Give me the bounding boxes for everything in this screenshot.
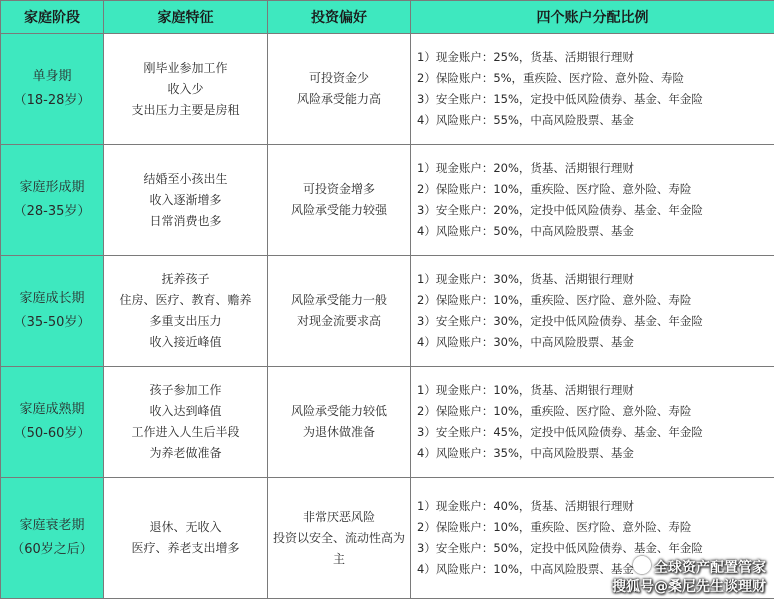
feature-line: 日常消费也多: [149, 213, 222, 228]
stage-name: 家庭衰老期: [19, 518, 85, 533]
feature-line: 支出压力主要是房租: [131, 102, 240, 117]
allocation-line: 1）现金账户：10%，货基、活期银行理财: [417, 383, 634, 397]
preference-line: 非常厌恶风险: [302, 509, 375, 524]
features-cell: [104, 367, 268, 478]
allocation-line: 4）风险账户：50%，中高风险股票、基金: [417, 224, 634, 238]
header-row: [1, 1, 774, 34]
allocation-line: 2）保险账户：10%，重疾险、医疗险、意外险、寿险: [417, 293, 692, 307]
preference-line: 为退休做准备: [302, 425, 375, 439]
stage-age: （35-50岁）: [13, 315, 91, 330]
stage-cell: [1, 145, 104, 256]
stage-cell: [1, 478, 104, 599]
table-row: [1, 145, 774, 256]
preference-line: 对现金流要求高: [296, 314, 381, 328]
feature-line: 结婚至小孩出生: [143, 171, 228, 186]
feature-line: 刚毕业参加工作: [143, 60, 228, 75]
allocation-line: 2）保险账户：10%，重疾险、医疗险、意外险、寿险: [417, 404, 692, 418]
allocation-line: 3）安全账户：15%，定投中低风险债券、基金、年金险: [417, 92, 703, 106]
watermark-line-2: 搜狐号@桑尼先生谈理财: [612, 579, 766, 595]
stage-name: 单身期: [32, 69, 72, 84]
allocation-line: 4）风险账户：10%，中高风险股票、基金: [417, 562, 634, 576]
feature-line: 为养老做准备: [149, 446, 222, 460]
feature-line: 收入少: [167, 81, 204, 96]
allocation-cell: [411, 34, 774, 145]
stage-cell: [1, 256, 104, 367]
preference-cell: [268, 478, 411, 599]
allocation-line: 1）现金账户：25%，货基、活期银行理财: [417, 50, 634, 64]
preference-line: 可投资金少: [308, 71, 369, 85]
allocation-line: 3）安全账户：50%，定投中低风险债券、基金、年金险: [417, 541, 703, 555]
allocation-line: 3）安全账户：20%，定投中低风险债券、基金、年金险: [417, 203, 703, 217]
allocation-line: 4）风险账户：35%，中高风险股票、基金: [417, 446, 634, 460]
stage-age: （50-60岁）: [13, 426, 91, 441]
header-stage: 家庭阶段: [1, 1, 104, 34]
header-preference: 投资偏好: [268, 1, 411, 34]
preference-line: 投资以安全、流动性高为: [272, 530, 405, 545]
feature-line: 退休、无收入: [149, 520, 222, 534]
allocation-line: 2）保险账户：10%，重疾险、医疗险、意外险、寿险: [417, 520, 692, 534]
allocation-line: 1）现金账户：40%，货基、活期银行理财: [417, 499, 634, 513]
header-features: 家庭特征: [104, 1, 268, 34]
stage-age: （28-35岁）: [13, 204, 91, 219]
feature-line: 多重支出压力: [149, 314, 222, 328]
allocation-line: 1）现金账户：30%，货基、活期银行理财: [417, 272, 634, 286]
preference-line: 可投资金增多: [302, 182, 375, 196]
stage-name: 家庭成熟期: [19, 402, 85, 417]
stage-age: （60岁之后）: [11, 542, 93, 557]
feature-line: 收入达到峰值: [149, 404, 222, 418]
feature-line: 收入逐渐增多: [149, 192, 222, 207]
allocation-line: 4）风险账户：30%，中高风险股票、基金: [417, 335, 634, 349]
stage-cell: [1, 367, 104, 478]
watermark-brand: 全球资产配置管家: [654, 560, 766, 576]
header-allocation: 四个账户分配比例: [411, 1, 774, 34]
allocation-line: 2）保险账户：10%，重疾险、医疗险、意外险、寿险: [417, 182, 692, 196]
stage-age: （18-28岁）: [13, 93, 91, 108]
stage-name: 家庭形成期: [19, 180, 85, 195]
preference-line: 风险承受能力较强: [290, 203, 387, 217]
features-cell: [104, 256, 268, 367]
table-row: [1, 367, 774, 478]
allocation-cell: [411, 145, 774, 256]
preference-cell: [268, 34, 411, 145]
stage-cell: [1, 34, 104, 145]
allocation-cell: [411, 367, 774, 478]
feature-line: 抚养孩子: [161, 272, 210, 286]
features-cell: [104, 145, 268, 256]
allocation-line: 4）风险账户：55%，中高风险股票、基金: [417, 113, 634, 127]
wechat-icon: [633, 556, 651, 574]
watermark: [612, 556, 766, 597]
preference-line: 风险承受能力一般: [290, 293, 387, 307]
feature-line: 医疗、养老支出增多: [131, 541, 240, 555]
feature-line: 孩子参加工作: [149, 383, 222, 397]
preference-cell: [268, 145, 411, 256]
preference-line: 风险承受能力高: [296, 92, 381, 106]
stage-name: 家庭成长期: [19, 291, 85, 306]
watermark-line-1: [612, 556, 766, 578]
features-cell: [104, 478, 268, 599]
feature-line: 收入接近峰值: [149, 335, 222, 349]
allocation-line: 1）现金账户：20%，货基、活期银行理财: [417, 161, 634, 175]
features-cell: [104, 34, 268, 145]
allocation-line: 2）保险账户：5%，重疾险、医疗险、意外险、寿险: [417, 71, 685, 85]
allocation-line: 3）安全账户：45%，定投中低风险债券、基金、年金险: [417, 425, 703, 439]
preference-line: 主: [332, 551, 345, 566]
preference-cell: [268, 367, 411, 478]
allocation-cell: [411, 256, 774, 367]
table-row: [1, 256, 774, 367]
table-row: [1, 34, 774, 145]
allocation-line: 3）安全账户：30%，定投中低风险债券、基金、年金险: [417, 314, 703, 328]
preference-line: 风险承受能力较低: [290, 404, 387, 418]
feature-line: 工作进入人生后半段: [131, 425, 240, 439]
preference-cell: [268, 256, 411, 367]
feature-line: 住房、医疗、教育、赡养: [119, 293, 252, 307]
